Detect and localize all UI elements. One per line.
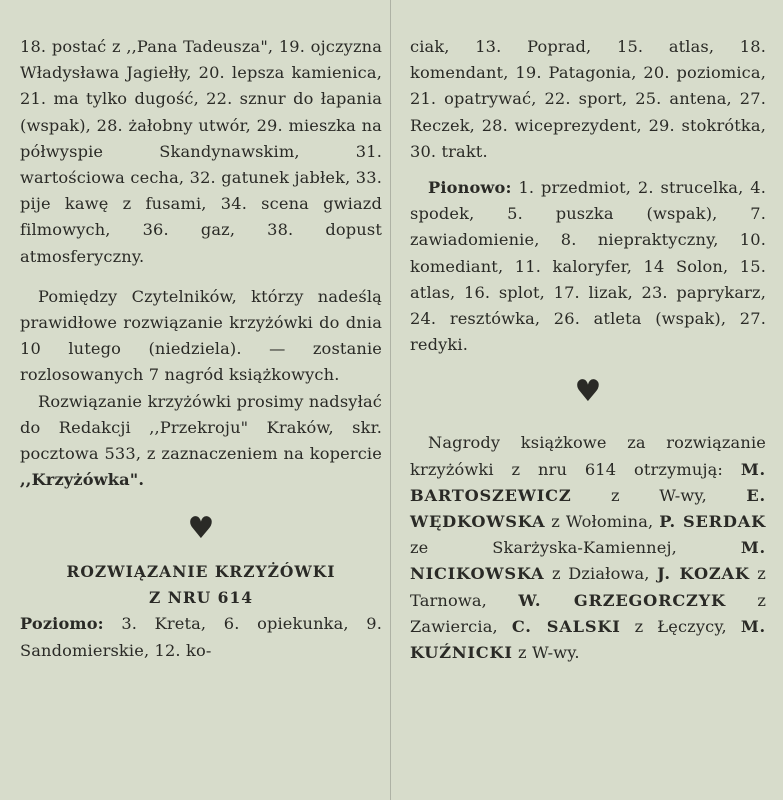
winner-place: z Łęczycy,: [620, 616, 741, 636]
submission-instructions: [20, 389, 382, 494]
solution-heading: ROZWIĄZANIE KRZYŻÓWKI: [66, 562, 336, 582]
heart-icon: ♥: [187, 511, 215, 547]
winner-place: z W-wy.: [512, 643, 580, 663]
winner-place: z Wołomina,: [545, 512, 660, 532]
poziomo-label: Poziomo:: [20, 614, 104, 634]
solution-horizontal-start: [20, 611, 382, 663]
winner-name: W. GRZEGORCZYK: [518, 590, 726, 610]
envelope-label: ,,Krzyżówka".: [20, 470, 145, 490]
solution-horizontal-continued: ciak, 13. Poprad, 15. atlas, 18. komendant, 19. Patagonia, 20. poziomica, 21. opatrywać, 22. sport, 25. antena, 27. Reczek, 28. wiceprezydent, 29. stokrótka, 30. trakt.: [410, 37, 766, 161]
submission-text: Rozwiązanie krzyżówki prosimy nadsyłać do Redakcji ,,Przekroju" Kraków, skr. pocztowa 533, z zaznaczeniem na kopercie: [20, 391, 382, 464]
winner-name: M. BARTOSZEWICZ: [410, 459, 766, 505]
left-column: [20, 34, 382, 664]
winner-place: ze Skarżyska-Kamiennej,: [410, 538, 741, 558]
right-column: [410, 34, 766, 666]
winner-name: E. WĘDKOWSKA: [410, 485, 766, 532]
winner-name: C. SALSKI: [511, 616, 621, 636]
crossword-clues-continued: 18. postać z ,,Pana Tadeusza", 19. ojczyzna Władysława Jagiełły, 20. lepsza kamienica, 21. ma tylko dugość, 22. sznur do łapania (wspak), 28. żałobny utwór, 29. mieszka na półwyspie Skandynawskim, 31. wartościowa cecha, 32. gatunek jabłek, 33. pije kawę z fusami, 34. scena gwiazd filmowych, 36. gaz, 38. dopust atmosferyczny.: [20, 37, 382, 266]
winner-place: z W-wy,: [571, 485, 747, 505]
winner-place: z Działowa,: [544, 564, 658, 584]
heart-icon: ♥: [574, 374, 602, 410]
winner-name: M. KUŹNICKI: [410, 616, 766, 663]
winner-name: M. NICIKOWSKA: [410, 538, 766, 584]
column-divider: [390, 0, 391, 800]
winner-place: z Zawiercia,: [410, 590, 767, 636]
contest-announcement: Pomiędzy Czytelników, którzy nadeślą prawidłowe rozwiązanie krzyżówki do dnia 10 lutego (niedziela). — zostanie rozlosowanych 7 nagród książkowych.: [20, 286, 382, 385]
solution-vertical: [410, 175, 766, 358]
prizes-intro: Nagrody książkowe za rozwiązanie krzyżówki z nru 614 otrzymują:: [410, 433, 766, 479]
solution-heading-issue: Z NRU 614: [148, 588, 254, 608]
pionowo-text: 1. przedmiot, 2. strucelka, 4. spodek, 5. puszka (wspak), 7. zawiadomienie, 8. niepraktyczny, 10. komediant, 11. kaloryfer, 14 Solon, 15. atlas, 16. splot, 17. lizak, 23. paprykarz, 24. resztówka, 26. atleta (wspak), 27. redyki.: [410, 178, 766, 355]
winner-place: z Tarnowa,: [410, 564, 766, 610]
winner-name: J. KOZAK: [657, 564, 750, 584]
prize-winners: [410, 430, 766, 666]
pionowo-label: Pionowo:: [428, 178, 512, 198]
poziomo-text-start: 3. Kreta, 6. opiekunka, 9. Sandomierskie, 12. ko-: [20, 614, 382, 660]
winner-name: P. SERDAK: [659, 512, 766, 532]
